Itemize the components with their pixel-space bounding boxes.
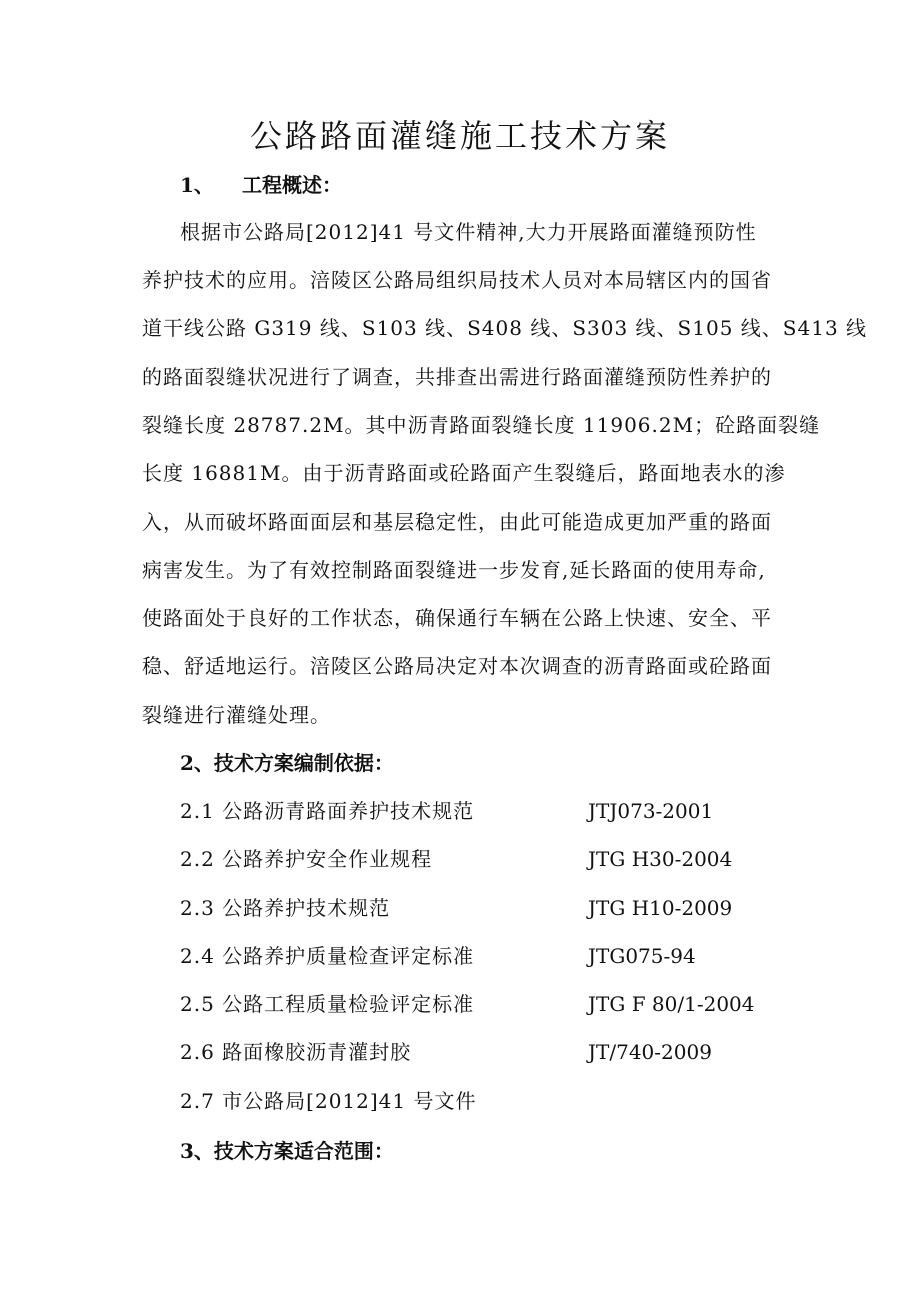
paragraph-line: 入，从而破坏路面面层和基层稳定性，由此可能造成更加严重的路面 xyxy=(142,510,772,534)
reference-code: JTG F 80/1-2004 xyxy=(588,992,755,1016)
section-3-heading: 3、技术方案适合范围： xyxy=(180,1139,394,1163)
reference-row xyxy=(180,941,800,971)
reference-name: 2.2 公路养护安全作业规程 xyxy=(180,847,433,871)
reference-code: JTG H30-2004 xyxy=(588,847,733,871)
paragraph-line: 裂缝进行灌缝处理。 xyxy=(142,703,331,727)
paragraph-line: 长度 16881M。由于沥青路面或砼路面产生裂缝后，路面地表水的渗 xyxy=(142,461,786,485)
reference-name: 2.3 公路养护技术规范 xyxy=(180,896,391,920)
section-2-heading: 2、技术方案编制依据： xyxy=(180,751,394,775)
paragraph-line: 使路面处于良好的工作状态，确保通行车辆在公路上快速、安全、平 xyxy=(142,606,772,630)
paragraph-line: 的路面裂缝状况进行了调查，共排查出需进行路面灌缝预防性养护的 xyxy=(142,365,772,389)
paragraph-line: 养护技术的应用。涪陵区公路局组织局技术人员对本局辖区内的国省 xyxy=(142,268,772,292)
reference-name: 2.1 公路沥青路面养护技术规范 xyxy=(180,799,475,823)
reference-code: JT/740-2009 xyxy=(588,1040,712,1064)
section-1-title: 工程概述： xyxy=(242,173,342,197)
reference-name: 2.6 路面橡胶沥青灌封胶 xyxy=(180,1040,412,1064)
paragraph-line: 病害发生。为了有效控制路面裂缝进一步发育,延长路面的使用寿命, xyxy=(142,558,766,582)
paragraph-line: 根据市公路局[2012]41 号文件精神,大力开展路面灌缝预防性 xyxy=(180,220,757,244)
paragraph-line: 稳、舒适地运行。涪陵区公路局决定对本次调查的沥青路面或砼路面 xyxy=(142,654,772,678)
reference-name: 2.7 市公路局[2012]41 号文件 xyxy=(180,1089,477,1113)
reference-name: 2.4 公路养护质量检查评定标准 xyxy=(180,944,475,968)
reference-row xyxy=(180,844,800,874)
paragraph-line: 道干线公路 G319 线、S103 线、S408 线、S303 线、S105 线、S413 线 xyxy=(142,316,868,340)
reference-row xyxy=(180,893,800,923)
paragraph-line: 裂缝长度 28787.2M。其中沥青路面裂缝长度 11906.2M；砼路面裂缝 xyxy=(142,413,821,437)
reference-code: JTJ073-2001 xyxy=(588,799,714,823)
reference-row xyxy=(180,989,800,1019)
section-1-number: 1、 xyxy=(180,173,214,197)
section-1-heading xyxy=(180,170,342,200)
reference-name: 2.5 公路工程质量检验评定标准 xyxy=(180,992,475,1016)
reference-row xyxy=(180,796,800,826)
page-title: 公路路面灌缝施工技术方案 xyxy=(249,117,670,155)
reference-code: JTG075-94 xyxy=(588,944,696,968)
reference-code: JTG H10-2009 xyxy=(588,896,733,920)
reference-row xyxy=(180,1037,800,1067)
reference-row xyxy=(180,1086,800,1116)
